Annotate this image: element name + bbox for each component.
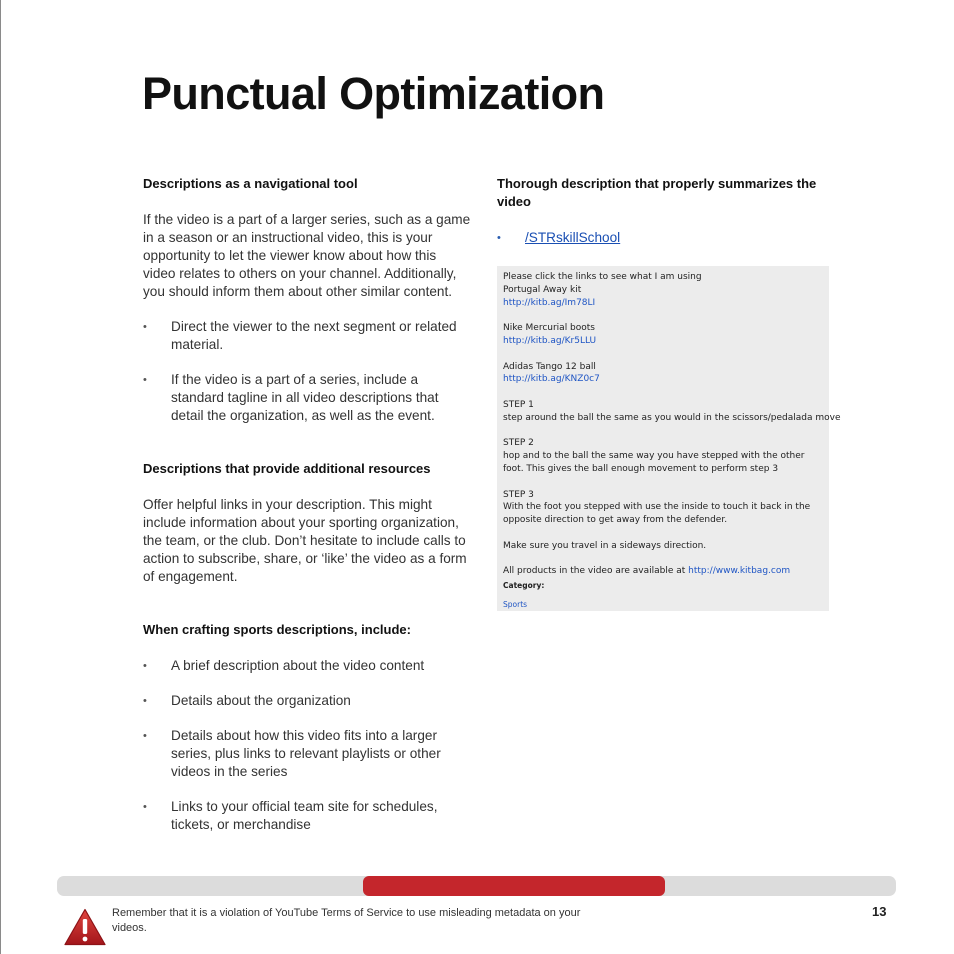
list-item: • A brief description about the video content	[143, 658, 425, 673]
bullet-dot: •	[143, 660, 147, 672]
footer-warning-note: Remember that it is a violation of YouTube Terms of Service to use misleading metadata on your videos.	[112, 907, 581, 934]
example-item-link[interactable]: http://kitb.ag/Im78LI	[503, 297, 596, 308]
example-item-name: Adidas Tango 12 ball	[503, 361, 596, 372]
right-column	[497, 175, 829, 247]
example-products-link[interactable]: http://www.kitbag.com	[688, 566, 791, 577]
example-travel-note: Make sure you travel in a sideways direction.	[503, 540, 707, 551]
section-heading-thorough: Thorough description that properly summarizes the video	[497, 176, 817, 209]
example-description-screenshot	[497, 266, 841, 611]
example-category-value[interactable]: Sports	[503, 599, 528, 609]
example-products-line: All products in the video are available at http://www.kitbag.com	[503, 566, 791, 577]
page-title: Punctual Optimization	[142, 68, 605, 119]
left-column	[143, 175, 471, 834]
list-item: • Links to your official team site for schedules, tickets, or merchandise	[143, 799, 438, 832]
bullet-dot: •	[143, 801, 147, 813]
warning-triangle-icon	[64, 908, 106, 946]
example-category-label: Category:	[503, 581, 545, 591]
channel-link-list	[497, 229, 829, 247]
section-heading-navigational: Descriptions as a navigational tool	[143, 176, 358, 191]
bullet-dot: •	[497, 232, 501, 244]
example-item-link[interactable]: http://kitb.ag/Kr5LLU	[503, 335, 597, 346]
example-step-text: hop and to the ball the same way you have stepped with the other foot. This gives the ball enough movement to perform step 3	[503, 451, 805, 474]
bullet-dot: •	[143, 321, 147, 333]
example-step-text: With the foot you stepped with use the inside to touch it back in the opposite direction to get away from the defender.	[503, 502, 811, 526]
example-item-link[interactable]: http://kitb.ag/KNZ0c7	[503, 374, 600, 385]
example-step-label: STEP 3	[503, 489, 534, 500]
page-edge-rule	[0, 0, 1, 954]
example-step-text: step around the ball the same as you would in the scissors/pedalada move	[503, 412, 841, 423]
example-step-label: STEP 2	[503, 438, 534, 449]
section-paragraph-resources: Offer helpful links in your description. This might include information about your sporting organization, the team, or the club. Don’t hesitate to include calls to action to subscribe, share, or ‘like’ the video as a form of engagement.	[143, 497, 467, 584]
list-item	[497, 229, 829, 247]
bullet-dot: •	[143, 695, 147, 707]
page-progress-fill	[363, 876, 665, 896]
include-bullet-list	[143, 657, 471, 834]
list-item: • Details about the organization	[143, 693, 351, 708]
section-paragraph-navigational: If the video is a part of a larger series, such as a game in a season or an instructional video, this is your opportunity to let the viewer know about how this video relates to others on your channel. Additionally, you should inform them about other similar content.	[143, 212, 471, 299]
example-step-label: STEP 1	[503, 399, 534, 410]
example-intro: Please click the links to see what I am using	[503, 272, 702, 282]
list-item: • If the video is a part of a series, include a standard tagline in all video descriptions that detail the organization, as well as the event.	[143, 372, 439, 423]
example-item-name: Nike Mercurial boots	[503, 323, 595, 334]
channel-link[interactable]: /STRskillSchool	[525, 230, 621, 245]
navigational-bullet-list	[143, 318, 471, 425]
section-heading-include: When crafting sports descriptions, include:	[143, 622, 411, 637]
list-item: • Direct the viewer to the next segment or related material.	[143, 319, 457, 352]
section-heading-resources: Descriptions that provide additional resources	[143, 461, 431, 476]
page-number: 13	[872, 904, 887, 919]
list-item: • Details about how this video fits into a larger series, plus links to relevant playlists or other videos in the series	[143, 728, 441, 779]
example-item-name: Portugal Away kit	[503, 284, 582, 295]
bullet-dot: •	[143, 374, 147, 386]
bullet-dot: •	[143, 730, 147, 742]
